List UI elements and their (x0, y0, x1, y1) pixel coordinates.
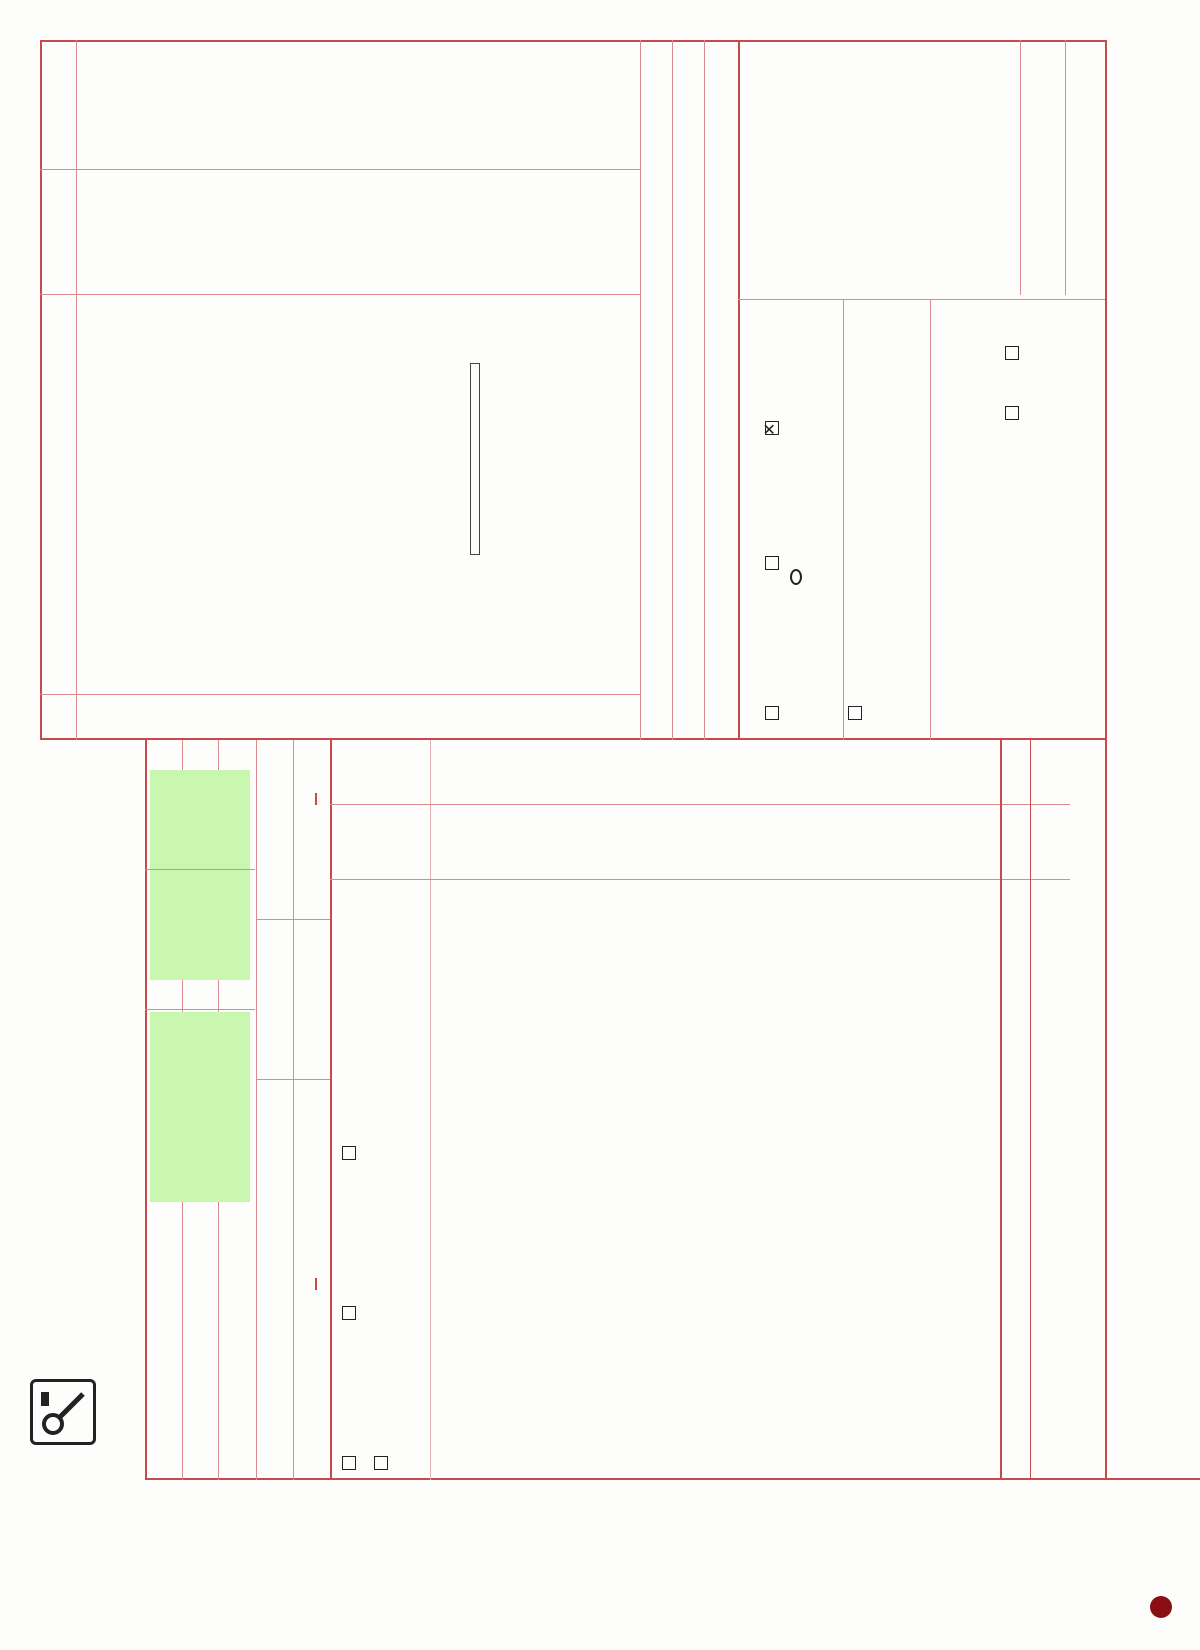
acct-checkbox[interactable] (848, 702, 862, 720)
paid-stamp (395, 345, 575, 575)
ink-spot (1150, 1596, 1172, 1618)
service-line (395, 740, 431, 1480)
check-checkbox[interactable] (765, 552, 779, 570)
services-amount-header (315, 793, 317, 805)
save-old-parts-yes[interactable] (1005, 402, 1019, 420)
paid-stamp-date (470, 363, 480, 555)
wrench-logo-icon (30, 1379, 96, 1445)
services-header (315, 1278, 317, 1290)
save-old-parts-no[interactable] (1005, 342, 1019, 360)
lube-checkbox[interactable] (340, 1452, 356, 1470)
oil-filter-checkbox[interactable] (340, 1142, 356, 1160)
other-option (790, 569, 805, 585)
redaction-sticky-note-2 (150, 770, 250, 980)
credit-card-checkbox[interactable]: ✕ (762, 422, 779, 436)
cash-checkbox[interactable] (765, 702, 779, 720)
change-oil-checkbox[interactable] (340, 1302, 356, 1320)
tune-up-checkbox[interactable] (372, 1452, 388, 1470)
redaction-sticky-note-1 (150, 1012, 250, 1202)
